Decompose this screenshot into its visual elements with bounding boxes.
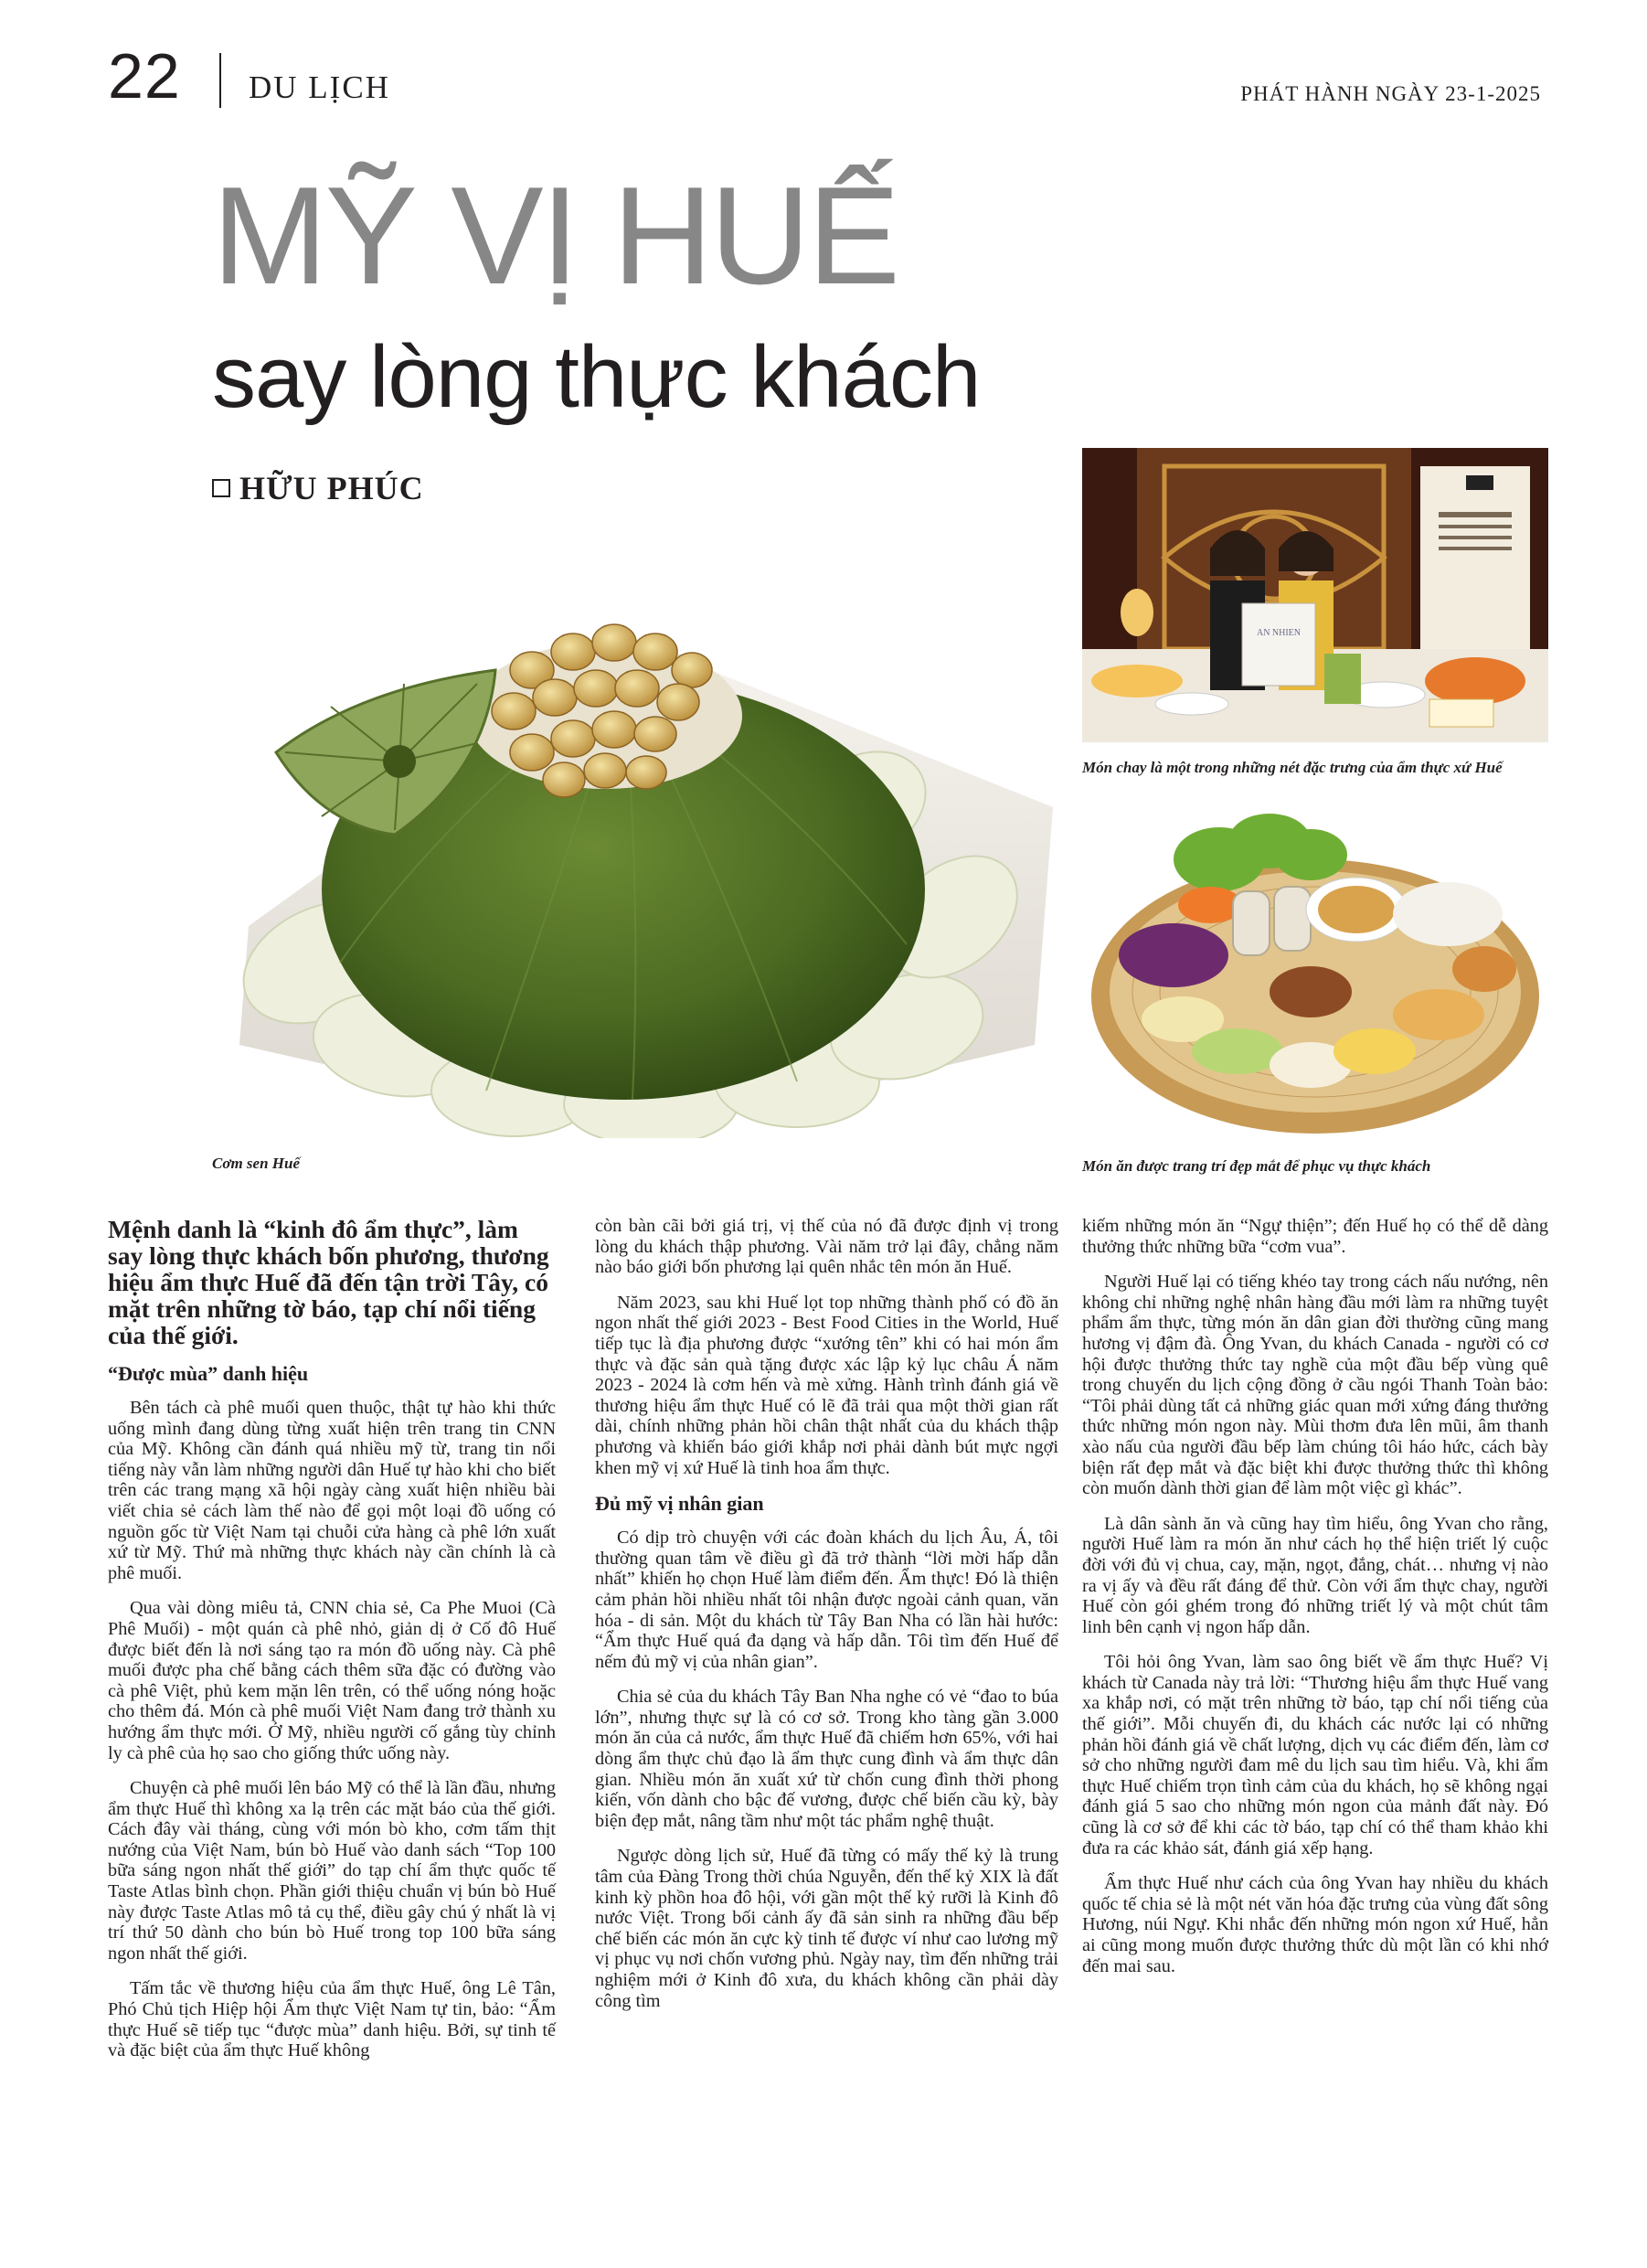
main-photo-caption: Cơm sen Huế: [212, 1155, 301, 1172]
paragraph: Qua vài dòng miêu tả, CNN chia sẻ, Ca Phe Muoi (Cà Phê Muối) - một quán cà phê nhỏ, giản dị ở Cố đô Huế được biết đến là nơi sáng tạo ra món đồ uống này. Cà phê muối được pha chế bằng cách thêm sữa đặc có đường vào cà phê Việt, phủ kem mặn lên trên, có thể uống nóng hoặc cho thêm đá. Món cà phê muối Việt Nam đang trở thành xu hướng ẩm thực mới. Ở Mỹ, nhiều người cố gắng tùy chỉnh ly cà phê của họ sao cho giống thức uống này.: [108, 1598, 556, 1763]
paragraph: Có dịp trò chuyện với các đoàn khách du lịch Âu, Á, tôi thường quan tâm về điều gì đã trở thành “lời mời hấp dẫn nhất” khiến họ chọn Huế làm điểm đến. Ẩm thực! Đó là thiện cảm phản hồi nhiều nhất tôi nhận được ngoài cảnh quan, văn hóa - di sản. Một du khách từ Tây Ban Nha có lần hài hước: “Ẩm thực Huế quá đa dạng và hấp dẫn. Tôi tìm đến Huế để nếm đủ mỹ vị của nhân gian”.: [595, 1528, 1058, 1672]
top-right-photo-caption: Món chay là một trong những nét đặc trưng của ẩm thực xứ Huế: [1082, 759, 1503, 776]
svg-text:AN NHIEN: AN NHIEN: [1256, 628, 1302, 638]
paragraph: Tôi hỏi ông Yvan, làm sao ông biết về ẩm thực Huế? Vị khách từ Canada này trả lời: “Thương hiệu ẩm thực Huế vang xa khắp nơi, có mặt trên những tờ báo, tạp chí nổi tiếng của thế giới”. Mỗi chuyến đi, du khách các nước lại có những phản hồi đánh giá về chất lượng, dịch vụ các điểm đến, làm cơ sở cho những người đam mê du lịch sau tìm hiểu. Và, khi ẩm thực Huế chiếm trọn tình cảm của du khách, họ sẽ không ngại đánh giá 5 sao cho những món ngon của mảnh đất này. Đó cũng là cơ sở để khi các tờ báo, tạp chí có thể tham khảo khi đưa ra các khảo sát, đánh giá xếp hạng.: [1082, 1652, 1548, 1858]
article-lead: Mệnh danh là “kinh đô ẩm thực”, làm say lòng thực khách bốn phương, thương hiệu ẩm thực Huế đã đến tận trời Tây, có mặt trên những tờ báo, tạp chí nổi tiếng của thế giới.: [108, 1215, 549, 1349]
issue-date: PHÁT HÀNH NGÀY 23-1-2025: [1240, 82, 1541, 105]
byline-square-icon: [212, 479, 230, 497]
article-column-3: [1082, 1216, 1548, 1991]
section-name: DU LỊCH: [249, 69, 390, 105]
paragraph: Là dân sành ăn và cũng hay tìm hiểu, ông Yvan cho rằng, người Huế làm ra món ăn như cách họ thể hiện triết lý cuộc đời với đủ vị chua, cay, mặn, ngọt, đắng, chát… nhưng vị nào ra vị ấy và đều rất đáng để thử. Còn với ẩm thực chay, người Huế còn gói ghém trong đó những triết lý và một chút tâm linh bên cạnh vị ngon hấp dẫn.: [1082, 1513, 1548, 1637]
section-heading-du-my-vi: Đủ mỹ vị nhân gian: [595, 1492, 764, 1516]
paragraph: Ngược dòng lịch sử, Huế đã từng có mấy thế kỷ là trung tâm của Đàng Trong thời chúa Nguyễn, đến thế kỷ XIX là đất kinh kỳ phồn hoa đô hội, với gần một thế kỷ rưỡi là Kinh đô nước Việt. Trong bối cảnh ấy đã sản sinh ra những đầu bếp chế biến các món ăn cực kỳ tinh tế được ví như cao lương mỹ vị phục vụ nơi chốn vương phủ. Ngày nay, tìm đến những trải nghiệm mới ở Kinh đô xưa, du khách không cần phải dày công tìm: [595, 1846, 1058, 2011]
article-title: MỸ VỊ HUẾ: [212, 158, 898, 314]
header-divider: [219, 53, 221, 108]
paragraph: Tấm tắc về thương hiệu của ẩm thực Huế, ông Lê Tân, Phó Chủ tịch Hiệp hội Ẩm thực Việt Nam tự tin, bảo: “Ẩm thực Huế sẽ tiếp tục “được mùa” danh hiệu. Bởi, sự tinh tế và đặc biệt của ẩm thực Huế không: [108, 1978, 556, 2061]
paragraph: Chuyện cà phê muối lên báo Mỹ có thể là lần đầu, nhưng ẩm thực Huế thì không xa lạ trên các mặt báo của thế giới. Cách đây vài tháng, cùng với món bò kho, cơm tấm thịt nướng của Việt Nam, bún bò Huế vào danh sách “Top 100 bữa sáng ngon nhất thế giới” do tạp chí ẩm thực quốc tế Taste Atlas bình chọn. Phần giới thiệu chuẩn vị bún bò Huế này được Taste Atlas mô tả cụ thể, điều gây chú ý nhất là vị trí thứ 50 dành cho bún bò Huế trong top 100 bữa sáng ngon nhất thế giới.: [108, 1778, 556, 1964]
bottom-right-photo-platter: [1082, 804, 1557, 1145]
article-column-2: [595, 1216, 1058, 2026]
byline: [212, 472, 424, 505]
article-subtitle: say lòng thực khách: [212, 328, 981, 426]
paragraph: Người Huế lại có tiếng khéo tay trong cách nấu nướng, nên không chỉ những nghệ nhân hàng đầu mới làm ra những tuyệt phẩm ẩm thực, từng món ăn dân gian đời thường cũng mang hương vị đậm đà. Ông Yvan, du khách Canada - người có cơ hội được thưởng thức tay nghề của một đầu bếp vùng quê trong chuyến du lịch cộng đồng ở cầu ngói Thanh Toàn bảo: “Tôi phải dùng tất cả những giác quan mới xứng đáng thưởng thức những món ngon này. Mùi thơm đưa lên mũi, âm thanh xào nấu của người đầu bếp làm chúng tôi háo hức, cách bày biện rất đẹp mắt và đặc biệt khi được thưởng thức thì không còn muốn dành thời gian để làm một việc gì khác”.: [1082, 1272, 1548, 1499]
paragraph: Năm 2023, sau khi Huế lọt top những thành phố có đồ ăn ngon nhất thế giới 2023 - Best Food Cities in the World, Huế tiếp tục là địa phương được “xướng tên” khi có hai món ẩm thực và đặc sản quà tặng được xác lập kỷ lục châu Á năm 2023 - 2024 là cơm hến và mè xửng. Hành trình đánh giá về thương hiệu ẩm thực Huế có lẽ đã trải qua một thời gian rất dài, chính những phản hồi chân thật nhất của du khách thập phương và khiến báo giới khắp nơi phải dành bút mực ngợi khen mỹ vị xứ Huế là tinh hoa ẩm thực.: [595, 1292, 1058, 1478]
bottom-right-photo-caption: Món ăn được trang trí đẹp mắt để phục vụ thực khách: [1082, 1157, 1431, 1175]
paragraph: Ẩm thực Huế như cách của ông Yvan hay nhiều du khách quốc tế chia sẻ là một nét văn hóa đặc trưng của vùng đất sông Hương, núi Ngự. Khi nhắc đến những món ngon xứ Huế, hẳn ai cũng mong muốn được thưởng thức dù một lần có khi nhớ đến mai sau.: [1082, 1873, 1548, 1976]
paragraph: Chia sẻ của du khách Tây Ban Nha nghe có vẻ “đao to búa lớn”, nhưng thực sự là có cơ sở. Trong kho tàng gần 3.000 món ăn của cả nước, ẩm thực Huế đã chiếm hơn 65%, với hai dòng ẩm thực chủ đạo là ẩm thực cung đình và ẩm thực dân gian. Nhiều món ăn xuất xứ từ chốn cung đình thời phong kiến, vốn dành cho bậc đế vương, được chế biến cầu kỳ, bày biện đẹp mắt, nâng tầm như một tác phẩm nghệ thuật.: [595, 1687, 1058, 1831]
paragraph: kiếm những món ăn “Ngự thiện”; đến Huế họ có thể dễ dàng thưởng thức những bữa “cơm vua”.: [1082, 1216, 1548, 1257]
main-photo-com-sen: [212, 533, 1062, 1138]
paragraph: Bên tách cà phê muối quen thuộc, thật tự hào khi thức uống mình đang dùng từng xuất hiện trên trang tin CNN của Mỹ. Không cần đánh quá nhiều mỹ từ, trang tin nổi tiếng này vẫn làm những người dân Huế tự hào khi cho biết trên các trang mạng xã hội ngày càng xuất hiện nhiều bài viết chia sẻ cách làm thế nào để gọi một loại đồ uống có nguồn gốc từ Việt Nam tại chuỗi cửa hàng cà phê lớn xuất xứ từ Mỹ. Thứ mà những thực khách này cần chính là cà phê muối.: [108, 1398, 556, 1583]
section-heading-duoc-mua: “Được mùa” danh hiệu: [108, 1362, 309, 1385]
page-number: 22: [108, 40, 181, 112]
author-name: HỮU PHÚC: [239, 470, 424, 506]
top-right-photo-mon-chay: [1082, 448, 1548, 742]
article-column-1: [108, 1216, 556, 2076]
paragraph: còn bàn cãi bởi giá trị, vị thế của nó đã được định vị trong lòng du khách thập phương. Vài năm trở lại đây, chẳng năm nào báo giới bốn phương lại quên nhắc tên món ăn Huế.: [595, 1216, 1058, 1278]
